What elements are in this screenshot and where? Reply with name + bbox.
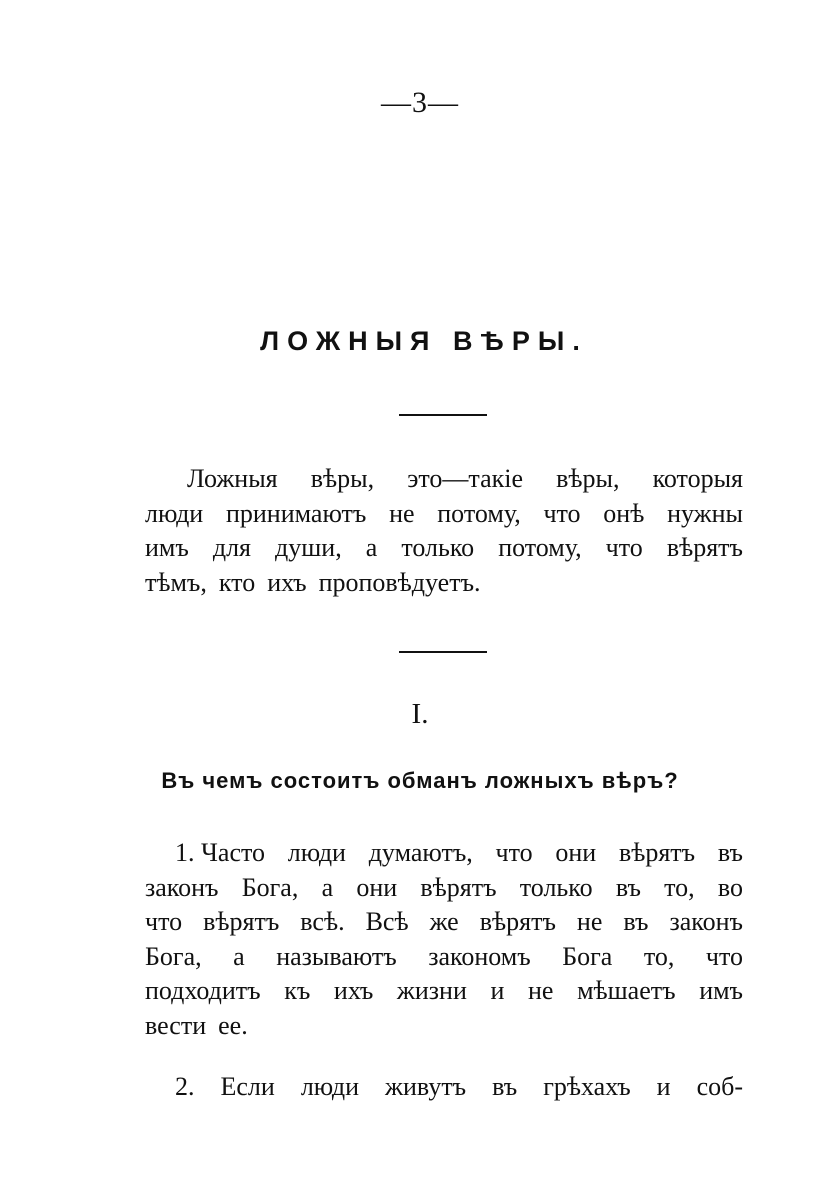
text-line bbox=[145, 871, 743, 906]
chapter-title: ЛОЖНЫЯ ВѢРЫ. bbox=[260, 326, 588, 356]
text-line bbox=[145, 531, 743, 566]
word: жизни bbox=[396, 976, 467, 1005]
word: это—такіе bbox=[407, 464, 524, 493]
text-line bbox=[145, 905, 743, 940]
word: законъ bbox=[145, 872, 219, 902]
word: они bbox=[555, 838, 597, 867]
word: не bbox=[389, 498, 415, 528]
word: же bbox=[429, 907, 459, 936]
word: вѣрятъ bbox=[666, 533, 743, 562]
title-divider bbox=[399, 414, 487, 416]
word: а bbox=[233, 941, 245, 971]
word: въ bbox=[717, 838, 743, 867]
word: Бога, bbox=[241, 872, 299, 902]
word: люди bbox=[287, 838, 346, 867]
word: они bbox=[356, 872, 398, 902]
word: что bbox=[705, 941, 743, 971]
intro-paragraph bbox=[145, 462, 743, 600]
word: люди bbox=[300, 1072, 360, 1101]
text-line bbox=[145, 462, 743, 497]
text-line bbox=[145, 566, 743, 601]
word: потому, bbox=[498, 533, 582, 562]
word: законъ bbox=[669, 907, 743, 936]
word: вѣры, bbox=[310, 464, 375, 493]
word: и bbox=[656, 1072, 671, 1101]
word: ее. bbox=[218, 1010, 248, 1040]
word: онѣ bbox=[603, 498, 645, 528]
word: потому, bbox=[437, 498, 521, 528]
word: не bbox=[528, 976, 554, 1005]
word: а bbox=[365, 533, 378, 562]
text-line bbox=[145, 497, 743, 532]
page-number: —3— bbox=[381, 86, 459, 119]
word: вѣрятъ bbox=[479, 907, 556, 936]
paragraph-1 bbox=[145, 836, 743, 1043]
word: мѣшаетъ bbox=[577, 976, 676, 1005]
word: что bbox=[145, 907, 183, 936]
word: подходитъ bbox=[145, 976, 261, 1005]
word: соб- bbox=[696, 1072, 743, 1101]
word: Ложныя bbox=[187, 464, 278, 493]
word: что bbox=[605, 533, 643, 562]
word: принимаютъ bbox=[225, 498, 367, 528]
word: люди bbox=[145, 498, 204, 528]
text-line bbox=[145, 1009, 743, 1044]
word: ихъ bbox=[267, 567, 307, 597]
text-line bbox=[145, 940, 743, 975]
word: то, bbox=[643, 941, 675, 971]
word: проповѣдуетъ. bbox=[318, 567, 481, 597]
word: нужны bbox=[667, 498, 743, 528]
word: и bbox=[490, 976, 505, 1005]
word: кто bbox=[218, 567, 256, 597]
word: только bbox=[519, 872, 593, 902]
word: Если bbox=[220, 1072, 275, 1101]
paragraph-2 bbox=[145, 1070, 743, 1105]
word: живутъ bbox=[385, 1072, 467, 1101]
word: грѣхахъ bbox=[543, 1072, 631, 1101]
word: что bbox=[495, 838, 533, 867]
word: всѣ. bbox=[300, 907, 345, 936]
word: 2. bbox=[175, 1072, 195, 1101]
section-divider bbox=[399, 651, 487, 653]
word: въ bbox=[623, 907, 649, 936]
word: въ bbox=[492, 1072, 518, 1101]
word: закономъ bbox=[428, 941, 531, 971]
text-line bbox=[145, 1070, 743, 1105]
text-line bbox=[145, 836, 743, 871]
word: которыя bbox=[652, 464, 743, 493]
word: только bbox=[401, 533, 475, 562]
word: ихъ bbox=[333, 976, 374, 1005]
word: имъ bbox=[145, 533, 189, 562]
word: а bbox=[321, 872, 334, 902]
word: то, bbox=[664, 872, 695, 902]
word: души, bbox=[275, 533, 342, 562]
word: вѣрятъ bbox=[203, 907, 280, 936]
word: для bbox=[212, 533, 252, 562]
word: къ bbox=[284, 976, 311, 1005]
word: во bbox=[717, 872, 743, 902]
word: что bbox=[543, 498, 581, 528]
word: тѣмъ, bbox=[145, 567, 207, 597]
section-number: I. bbox=[411, 698, 429, 730]
word: вѣрятъ bbox=[420, 872, 497, 902]
word: называютъ bbox=[276, 941, 397, 971]
word: вести bbox=[145, 1010, 207, 1040]
word: думаютъ, bbox=[368, 838, 473, 867]
section-heading: Въ чемъ состоитъ обманъ ложныхъ вѣръ? bbox=[161, 768, 679, 793]
word: Бога bbox=[562, 941, 613, 971]
word: въ bbox=[615, 872, 641, 902]
word: 1. Часто bbox=[175, 838, 265, 867]
word: Бога, bbox=[145, 941, 202, 971]
word: вѣры, bbox=[556, 464, 620, 493]
word: Всѣ bbox=[365, 907, 409, 936]
word: вѣрятъ bbox=[618, 838, 696, 867]
word: не bbox=[576, 907, 603, 936]
text-line bbox=[145, 974, 743, 1009]
word: имъ bbox=[699, 976, 743, 1005]
